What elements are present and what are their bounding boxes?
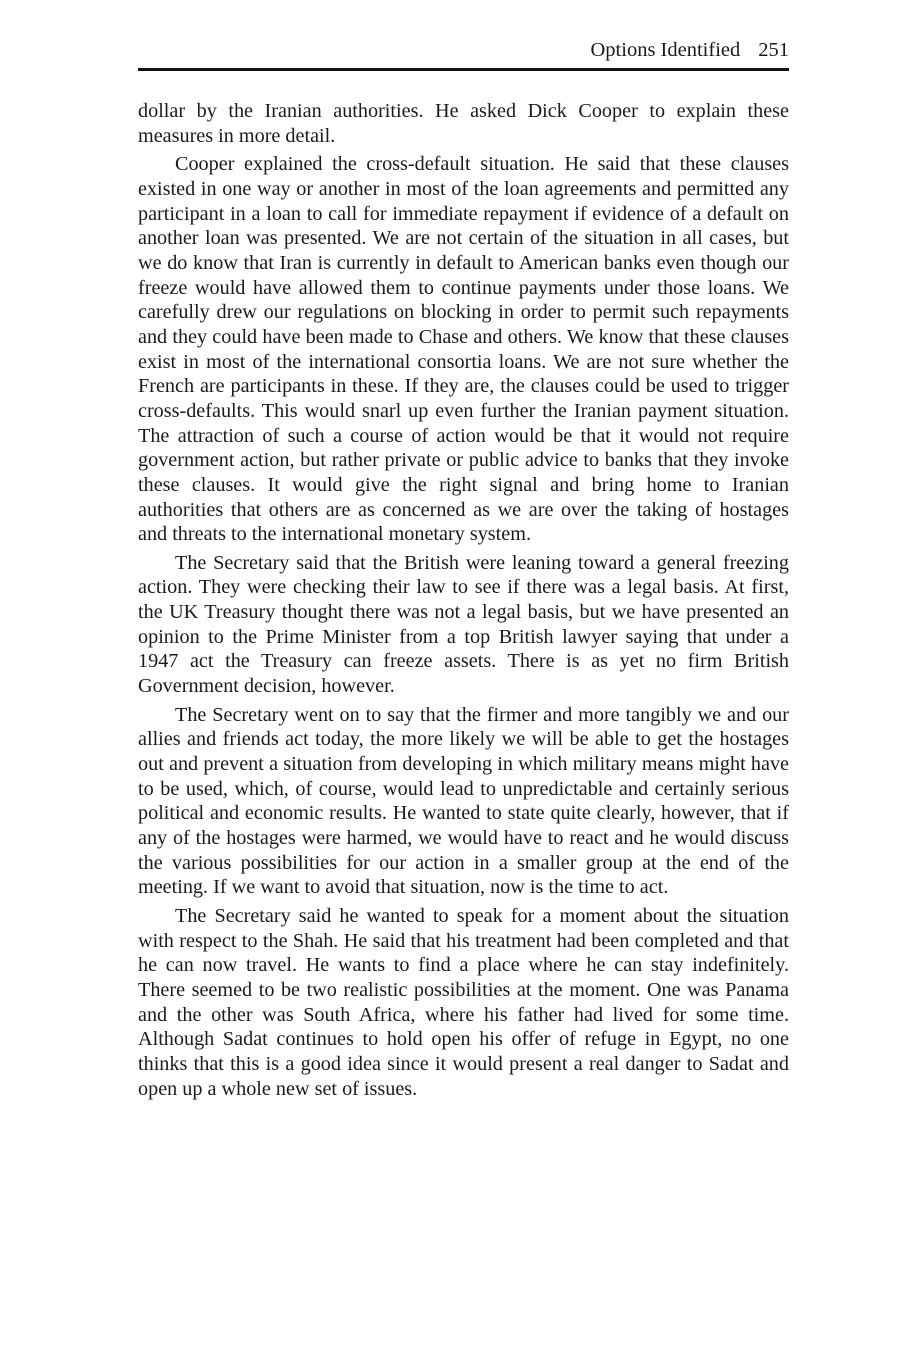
paragraph-shah: The Secretary said he wanted to speak for a moment about the situation with respect to the Shah. He said that his treatment had been completed and that he can now travel. He wants to find a place where he can stay indefinitely. There seemed to be two realistic possibilities at the moment. One was Panama and the other was South Africa, where his father had lived for some time. Although Sadat continues to hold open his offer of refuge in Egypt, no one thinks that this is a good idea since it would present a real danger to Sadat and open up a whole new set of issues. xyxy=(138,905,789,1100)
paragraph-firm-action: The Secretary went on to say that the firmer and more tangibly we and our allies and friends act today, the more likely we will be able to get the hostages out and prevent a situation from developing in which military means might have to be used, which, of course, would lead to unpredictable and certainly serious political and economic results. He wanted to state quite clearly, however, that if any of the hostages were harmed, we would have to react and he would discuss the various possibilities for our action in a smaller group at the end of the meeting. If we want to avoid that situation, now is the time to act. xyxy=(138,703,789,899)
running-title: Options Identified xyxy=(590,39,741,61)
paragraph-cross-default: Cooper explained the cross-default situation. He said that these clauses existed in one way or another in most of the loan agreements and permitted any participant in a loan to call for immediate repayment if evidence of a default on another loan was presented. We are not certain of the situation in all cases, but we do know that Iran is currently in default to American banks even though our freeze would have allowed them to continue payments under those loans. We carefully drew our regulations on blocking in order to permit such repayments and they could have been made to Chase and others. We know that these clauses exist in most of the international consortia loans. We are not sure whether the French are participants in these. If they are, the clauses could be used to trigger cross-defaults. This would snarl up even further the Iranian payment situation. The attraction of such a course of action would be that it would not require government action, but rather private or public advice to banks that they invoke these clauses. It would give the right signal and bring home to Iranian authorities that others are as concerned as we are over the taking of hostages and threats to the international monetary system. xyxy=(138,153,789,546)
paragraph-continued: dollar by the Iranian authorities. He asked Dick Cooper to explain these measures in more detail. xyxy=(138,100,789,147)
body-text xyxy=(138,99,789,1105)
header-rule xyxy=(138,68,789,71)
running-header xyxy=(591,36,790,64)
page-number: 251 xyxy=(758,39,789,61)
paragraph-british-freeze: The Secretary said that the British were leaning toward a general freezing action. They were checking their law to see if there was a legal basis. At first, the UK Treasury thought there was not a legal basis, but we have presented an opinion to the Prime Minister from a top British lawyer saying that under a 1947 act the Treasury can freeze assets. There is as yet no firm British Government decision, however. xyxy=(138,551,789,698)
